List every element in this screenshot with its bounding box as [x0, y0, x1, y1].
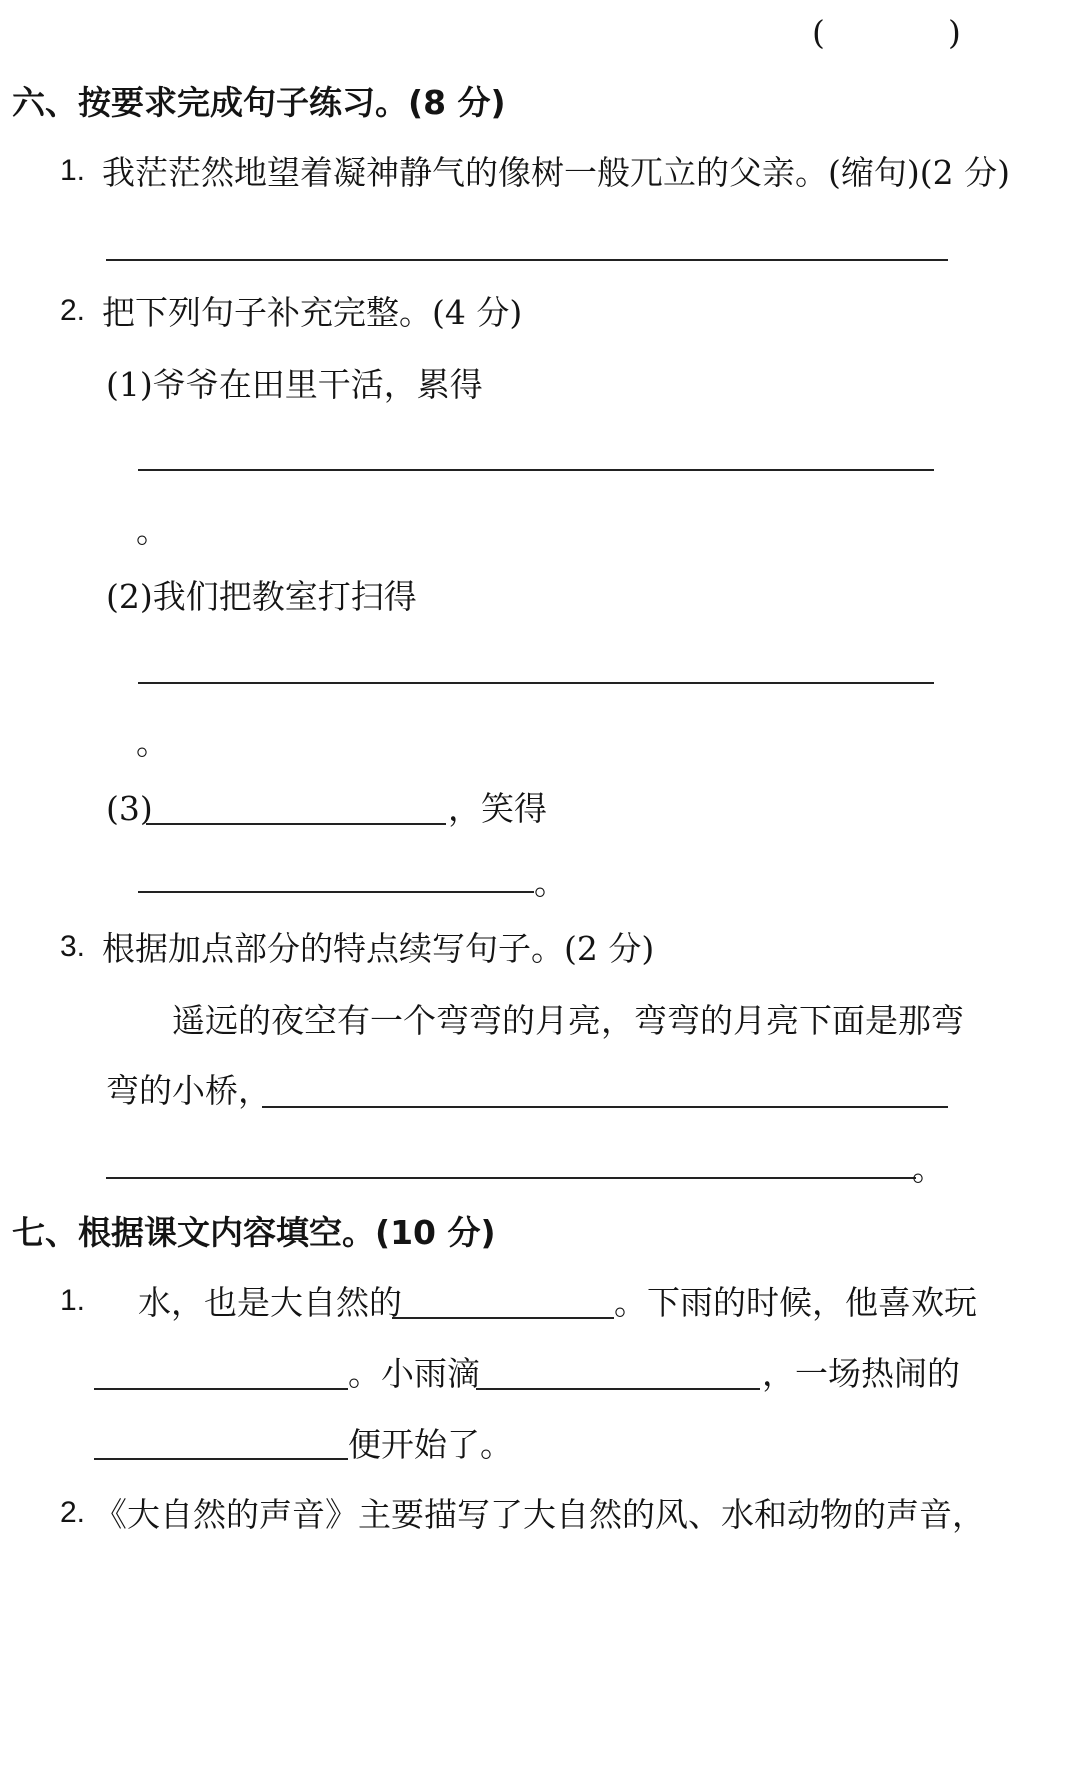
q2-part2-period: 。 — [136, 723, 169, 762]
s7-q1-number: 1. — [60, 1284, 86, 1317]
s7-q1-answer-line-1[interactable] — [392, 1317, 614, 1319]
s7-q1-seg2: 。下雨的时候，他喜欢玩 — [614, 1283, 977, 1322]
q3-number: 3. — [60, 930, 86, 963]
q3-passage-line-1: 遥远的夜空有一个弯弯的月亮，弯弯的月亮下面是那弯 — [172, 1001, 964, 1040]
s7-q1-seg3: 。小雨滴 — [348, 1354, 480, 1393]
section-7-title: 七、根据课文内容填空。(10 分) — [12, 1213, 496, 1252]
s7-q1-answer-line-2[interactable] — [94, 1388, 348, 1390]
q2-part2-answer-line[interactable] — [138, 682, 934, 684]
q2-part3-period: 。 — [534, 863, 567, 902]
s7-q1-seg5: 便开始了。 — [348, 1425, 513, 1464]
answer-paren-left: ( — [812, 13, 825, 52]
q3-text: 根据加点部分的特点续写句子。(2 分) — [102, 929, 655, 968]
s7-q2-text: 《大自然的声音》主要描写了大自然的风、水和动物的声音， — [94, 1495, 985, 1534]
q2-number: 2. — [60, 294, 86, 327]
q2-part2-text: (2)我们把教室打扫得 — [106, 577, 417, 616]
q3-period: 。 — [912, 1149, 945, 1188]
s7-q1-answer-line-4[interactable] — [94, 1458, 348, 1460]
q1-number: 1. — [60, 154, 86, 187]
q2-part1-answer-line[interactable] — [138, 469, 934, 471]
s7-q1-answer-line-3[interactable] — [476, 1388, 760, 1390]
q1-text: 我茫茫然地望着凝神静气的像树一般兀立的父亲。(缩句)(2 分) — [102, 153, 1010, 192]
q2-part3-answer-line-1[interactable] — [146, 823, 446, 825]
q3-passage-line-2: 弯的小桥， — [106, 1071, 271, 1110]
q2-text: 把下列句子补充完整。(4 分) — [102, 293, 523, 332]
q2-part1-period: 。 — [136, 511, 169, 550]
section-6-title: 六、按要求完成句子练习。(8 分) — [12, 83, 506, 122]
s7-q2-number: 2. — [60, 1496, 86, 1529]
q2-part3-suffix: ，笑得 — [448, 789, 547, 828]
q3-answer-line-1[interactable] — [262, 1106, 948, 1108]
q1-answer-line[interactable] — [106, 259, 948, 261]
s7-q1-seg4: ，一场热闹的 — [762, 1354, 960, 1393]
answer-paren-right: ) — [948, 13, 961, 52]
q2-part3-answer-line-2[interactable] — [138, 891, 534, 893]
q2-part1-text: (1)爷爷在田里干活，累得 — [106, 365, 483, 404]
s7-q1-seg1: 水，也是大自然的 — [138, 1283, 402, 1322]
q3-answer-line-2[interactable] — [106, 1177, 916, 1179]
q2-part3-prefix: (3) — [106, 789, 153, 828]
